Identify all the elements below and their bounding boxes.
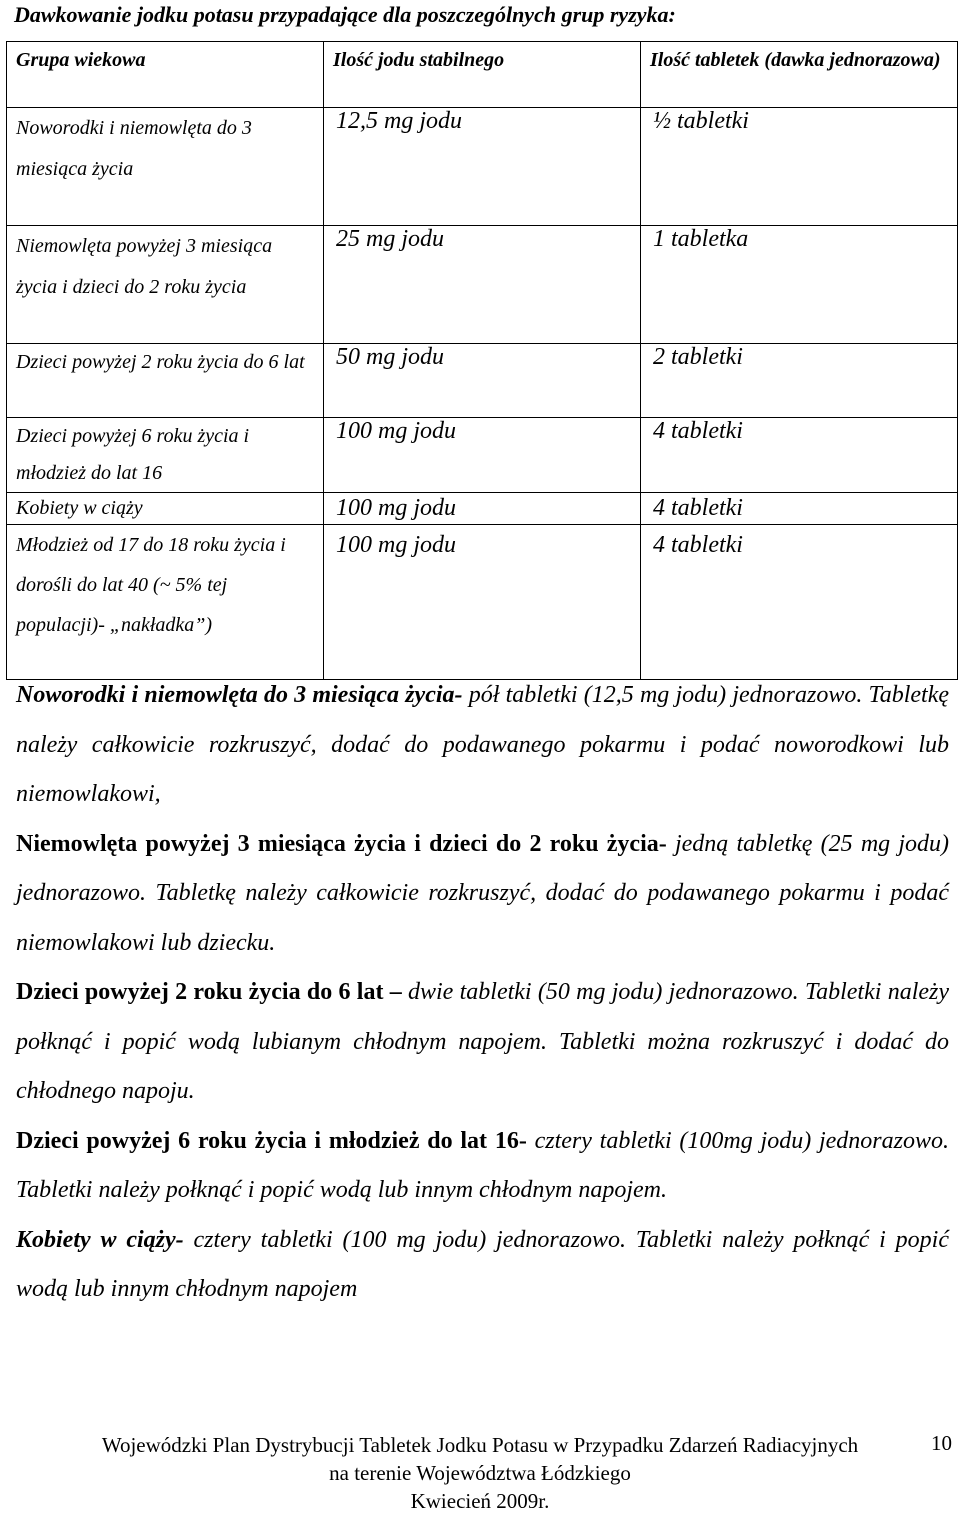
table-row (7, 418, 958, 493)
paragraph-children-6-16 (16, 1117, 949, 1216)
paragraph-children-2-6 (16, 968, 949, 1117)
paragraph-lead: Noworodki i niemowlęta do 3 miesiąca życia- (16, 682, 463, 708)
table-row (7, 525, 958, 680)
paragraph-newborns (16, 671, 949, 820)
table-row (7, 493, 958, 525)
cell-dose: 100 mg jodu (324, 525, 641, 680)
table-row (7, 344, 958, 418)
dosage-table (6, 41, 958, 680)
paragraph-infants (16, 820, 949, 969)
footer-line-2: na terenie Województwa Łódzkiego (329, 1461, 631, 1485)
paragraph-lead: Dzieci powyżej 6 roku życia i młodzież do lat 16- (16, 1127, 527, 1154)
paragraph-text: pół tabletki (12,5 mg jodu) jednorazowo. Tabletkę należy całkowicie rozkruszyć, dodać do podawanego pokarmu i podać noworodkowi lub niemowlakowi, (16, 682, 949, 807)
page-number: 10 (931, 1431, 952, 1455)
cell-group: Kobiety w ciąży (7, 493, 324, 525)
cell-tablets: 4 tabletki (641, 418, 958, 493)
cell-group: Noworodki i niemowlęta do 3 miesiąca życia (7, 108, 324, 226)
table-header-row (7, 42, 958, 108)
cell-dose: 100 mg jodu (324, 418, 641, 493)
paragraph-text: cztery tabletki (100mg jodu) jednorazowo. Tabletki należy połknąć i popić wodą lub innym chłodnym napojem. (16, 1127, 949, 1203)
table-row (7, 108, 958, 226)
footer-line-1: Wojewódzki Plan Dystrybucji Tabletek Jodku Potasu w Przypadku Zdarzeń Radiacyjnych (101, 1433, 859, 1457)
cell-group: Niemowlęta powyżej 3 miesiąca życia i dzieci do 2 roku życia (7, 226, 324, 344)
cell-dose: 12,5 mg jodu (324, 108, 641, 226)
paragraph-text: jedną tabletkę (25 mg jodu) jednorazowo. Tabletkę należy całkowicie rozkruszyć, dodać do podawanego pokarmu i podać niemowlakowi lub dziecku. (16, 830, 950, 956)
cell-tablets: 4 tabletki (641, 493, 958, 525)
footer-line-3: Kwiecień 2009r. (410, 1489, 550, 1513)
cell-tablets: ½ tabletki (641, 108, 958, 226)
cell-group: Dzieci powyżej 2 roku życia do 6 lat (7, 344, 324, 418)
header-iodine-amount: Ilość jodu stabilnego (324, 42, 641, 108)
paragraph-text: cztery tabletki (100 mg jodu) jednorazowo. Tabletki należy połknąć i popić wodą lub innym chłodnym napojem (16, 1226, 950, 1302)
paragraph-lead: Kobiety w ciąży- (16, 1226, 184, 1253)
cell-tablets: 4 tabletki (641, 525, 958, 680)
cell-tablets: 1 tabletka (641, 226, 958, 344)
paragraph-lead: Dzieci powyżej 2 roku życia do 6 lat – (16, 979, 402, 1005)
header-tablet-count: Ilość tabletek (dawka jednorazowa) (641, 42, 958, 108)
table-row (7, 226, 958, 344)
paragraph-pregnant (16, 1216, 949, 1315)
dosage-paragraphs (16, 671, 949, 1315)
cell-dose: 25 mg jodu (324, 226, 641, 344)
cell-dose: 100 mg jodu (324, 493, 641, 525)
cell-group: Młodzież od 17 do 18 roku życia i dorośli do lat 40 (~ 5% tej populacji)- „nakładka”) (7, 525, 324, 680)
paragraph-text: dwie tabletki (50 mg jodu) jednorazowo. Tabletki należy połknąć i popić wodą lubianym chłodnym napojem. Tabletki można rozkruszyć i dodać do chłodnego napoju. (16, 979, 949, 1104)
cell-group: Dzieci powyżej 6 roku życia i młodzież do lat 16 (7, 418, 324, 493)
page-title: Dawkowanie jodku potasu przypadające dla poszczególnych grup ryzyka: (14, 2, 676, 27)
cell-dose: 50 mg jodu (324, 344, 641, 418)
cell-tablets: 2 tabletki (641, 344, 958, 418)
paragraph-lead: Niemowlęta powyżej 3 miesiąca życia i dzieci do 2 roku życia- (16, 830, 667, 857)
page-footer (0, 1431, 960, 1515)
header-age-group: Grupa wiekowa (7, 42, 324, 108)
